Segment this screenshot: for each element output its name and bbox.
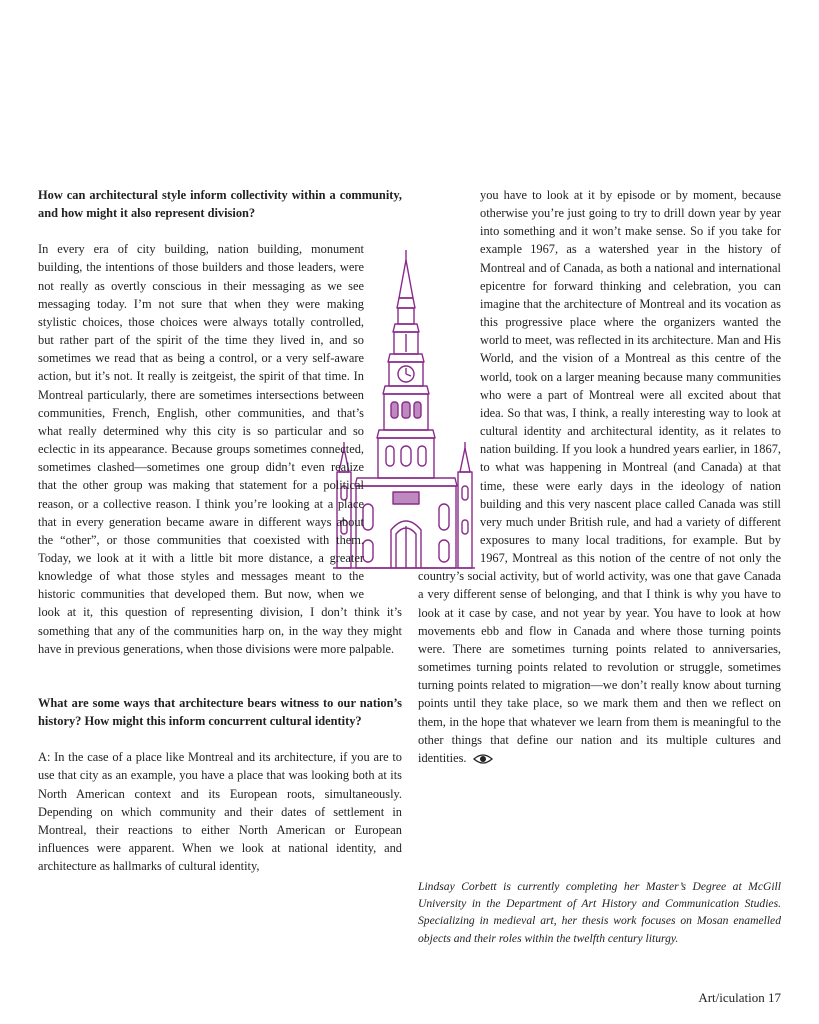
question-2: What are some ways that architecture bears witness to our nation’s history? How might this inform concurrent cultural identity? bbox=[38, 695, 402, 729]
author-bio: Lindsay Corbett is currently completing her Master’s Degree at McGill University in the Department of Art History and Communication Studies. Specializing in medieval art, her thesis work focuses on Mosan enamelled objects and their roles within the twelfth century liturgy. bbox=[418, 880, 781, 945]
right-column bbox=[418, 186, 781, 767]
question-1: How can architectural style inform collectivity within a community, and how might it also represent division? bbox=[38, 188, 402, 221]
answer-2: A: In the case of a place like Montreal and its architecture, if you are to use that city as an example, you have a place that was looking both at its North American context and its European roots, simultaneously. Depending on which community and their dates of settlement in Montreal, their reactions to either North American or European influences were apparent. When we look at national identity, and architecture as hallmarks of cultural identity, bbox=[38, 750, 402, 874]
answer-2-continued: you have to look at it by episode or by moment, because otherwise you’re just going to try to drill down year by year into something and it won’t make sense. So if you take for example 1967, as a watershed year in the history of Montreal and of Canada, as both a national and international epicentre for forward thinking and celebration, you can imagine that the architecture of Montreal and its vocation as this progressive place where the organizers wanted the world to meet, was reflected in its architecture. Man and His World, and the vision of a Montreal as this centre of the world, took on a larger meaning because many communities who were a part of Montreal were all excited about that idea. So that was, I think, a really interesting way to look at cultural identity and architectural identity, as it relates to nation building. If you look a hundred years earlier, in 1867, to what was happening in Montreal (and Canada) at that time, these were early days in the ideology of nation building and this very nascent place called Canada was still very much under British rule, and had a variety of different exposures to many local traditions, for example. But by 1967, Montreal as this notion of the centre of not only the country’s social activity, but of world activity, was one that gave Canada a very different sense of belonging, and that I think is why you have to look at it case by case, and not year by year. You have to look at how movements ebb and flow in Canada and where those turning points were. There are sometimes turning points related to anniversaries, sometimes turning points related to revolution or struggle, sometimes turning points related to migration—we don’t really know about turning points until they take place, so we mark them and then we reflect on them, in the hope that whatever we learn from them is meaningful to the other things that define our nation and its multiple cultures and identities. bbox=[418, 188, 781, 765]
answer-1: In every era of city building, nation building, monument building, the intentions of those builders and those leaders, were not really as overtly conscious in their messaging as we see messaging today. I’m not sure that when they were making stylistic choices, those choices were always totally controlled, but rather part of the spirit of the time they lived in, and so sometimes we read that as being a control, or a very self-aware action, but it’s not. It really is zeitgeist, the spirit of that time. In Montreal particularly, there are sometimes intersections between communities, French, English, other communities, and that’s what really determined why this city is so particular and so eclectic in its appearance. Because groups sometimes connected, sometimes clashed—sometimes one group didn’t even realize that the other group was making that statement for a political reason, or a collective reason. I think you’re looking at a place that in every generation became aware in different ways about the “other”, or those communities that coexisted with them. Today, we look at it with a little bit more distance, a greater knowledge of what those styles and messages meant to the historic communities that developed them. But now, when we look at it, this question of representing division, I don’t think it’s something that any of the communities harp on, in the way they might have in previous generations, when those divisions were more palpable. bbox=[38, 242, 402, 656]
left-column bbox=[38, 186, 402, 875]
page-folio: Art/iculation 17 bbox=[698, 990, 781, 1005]
eye-icon bbox=[473, 753, 493, 765]
